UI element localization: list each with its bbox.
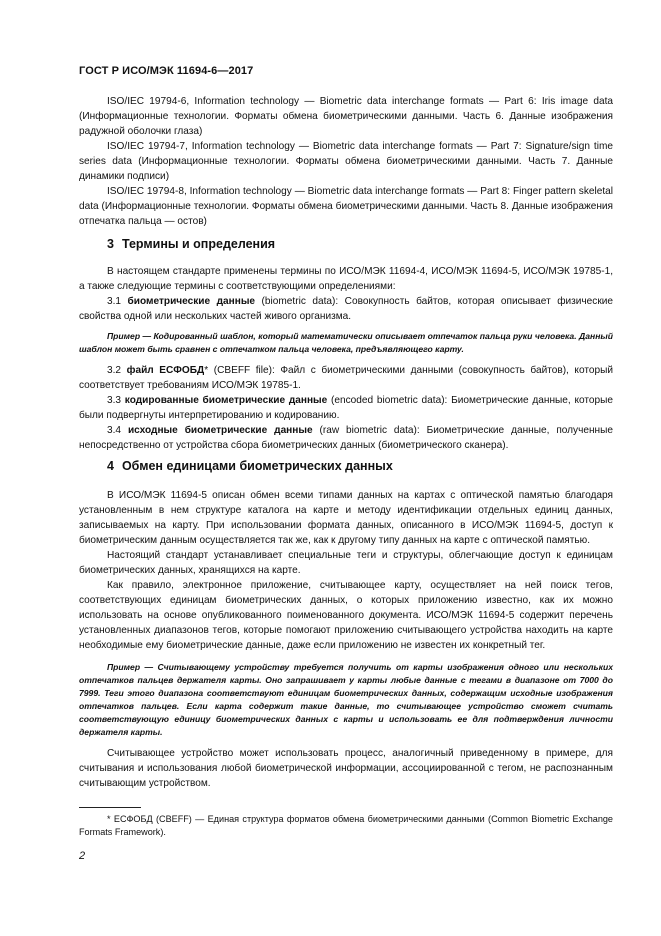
definition-text: (encoded biometric data): Биометрические данные, которые были подвергнуты интерпретированию и кодированию. — [79, 395, 613, 421]
definition-3-4 — [79, 423, 613, 453]
section-4-heading — [79, 458, 641, 474]
definition-text: (biometric data): Совокупность байтов, которая описывает физические свойства одной или нескольких частей живого организма. — [79, 296, 613, 322]
footnote-divider — [79, 807, 141, 808]
section-4-paragraph: Как правило, электронное приложение, считывающее карту, осуществляет на ней поиск тегов, соответствующих единицам биометрических данных, о которых приложению известно, как их можно использовать на основе опубликованного поименованного документа. ИСО/МЭК 11694-5 содержит перечень установленных диапазонов тегов, которые помогают приложению считывающего устройства находить на карте необходимые ему биометрические данные, даже если приложению не известен их конкретный тег. — [79, 580, 613, 651]
section-3-body — [79, 264, 613, 453]
document-header: ГОСТ Р ИСО/МЭК 11694-6—2017 — [79, 65, 254, 77]
definition-term: биометрические данные — [127, 296, 256, 307]
page-number: 2 — [79, 850, 86, 862]
definition-number: 3.4 — [107, 425, 122, 436]
definition-number: 3.2 — [107, 365, 122, 376]
definition-number: 3.3 — [107, 395, 122, 406]
section-4-paragraph: В ИСО/МЭК 11694-5 описан обмен всеми типами данных на картах с оптической памятью благодаря установленным в нем структуре каталога на карте и методу идентификации отдельных единиц данных, записываемых на карту. При использовании формата данных, описанного в ИСО/МЭК 11694-5, доступ к биометрическим данным осуществляется так же, как к другому типу данных на карте с оптической памятью. — [79, 490, 613, 546]
example-3-1: Пример — Кодированный шаблон, который математически описывает отпечаток пальца руки человека. Данный шаблон может быть сравнен с отпечатком пальца человека, предъявляющего карту. — [79, 331, 613, 354]
section-number: 3 — [107, 237, 114, 251]
example-4: Пример — Считывающему устройству требуется получить от карты изображения одного или нескольких отпечатков пальцев держателя карты. Оно запрашивает у карты любые данные с тегами в диапазоне от 7000 до 7999. Теги этого диапазона соответствуют единицам биометрических данных, содержащим исходные изображения отпечатков пальцев. Если карта содержит такие данные, то считывающее устройство сможет считать соответствующую единицу биометрических данных с карты и использовать ее для подтверждения личности держателя карты. — [79, 662, 613, 737]
section-3-intro: В настоящем стандарте применены термины по ИСО/МЭК 11694-4, ИСО/МЭК 11694-5, ИСО/МЭК 19785-1, а также следующие термины с соответствующими определениями: — [79, 266, 613, 292]
definition-number: 3.1 — [107, 296, 122, 307]
definition-3-1 — [79, 294, 613, 324]
section-4-body — [79, 488, 613, 791]
section-number: 4 — [107, 459, 114, 473]
definition-3-3 — [79, 393, 613, 423]
section-title: Термины и определения — [121, 237, 276, 251]
section-title: Обмен единицами биометрических данных — [121, 459, 393, 473]
definition-term: файл ЕСФОБД — [126, 365, 205, 376]
section-4-paragraph: Считывающее устройство может использовать процесс, аналогичный приведенному в примере, для считывания и использования любой биометрической информации, ассоциированной с тегом, не распознанным считывающим устройством. — [79, 748, 613, 789]
definition-term: исходные биометрические данные — [127, 425, 313, 436]
definition-term: кодированные биометрические данные — [124, 395, 328, 406]
section-4-paragraph: Настоящий стандарт устанавливает специальные теги и структуры, облегчающие доступ к единицам биометрических данных, хранящихся на карте. — [79, 550, 613, 576]
reference-item: ISO/IEC 19794-8, Information technology — Biometric data interchange formats — Part 8: Finger pattern skeletal data (Информационные технологии. Форматы обмена биометрическими данными. Часть 8. Данные изображения отпечатка пальца — остов) — [79, 186, 613, 227]
reference-list — [79, 94, 613, 229]
definition-text: (raw biometric data): Биометрические данные, полученные непосредственно от устройства сбора биометрических данных (биометрического сканера). — [79, 425, 613, 451]
section-3-heading — [79, 236, 641, 252]
footnote: * ЕСФОБД (CBEFF) — Единая структура форматов обмена биометрическими данными (Common Biometric Exchange Formats Framework). — [79, 814, 613, 837]
definition-3-2 — [79, 363, 613, 393]
definition-text: * (CBEFF file): Файл с биометрическими данными (совокупность байтов), который соответствует требованиям ИСО/МЭК 19785-1. — [79, 365, 613, 391]
reference-item: ISO/IEC 19794-6, Information technology — Biometric data interchange formats — Part 6: Iris image data (Информационные технологии. Форматы обмена биометрическими данными. Часть 6. Данные изображения радужной оболочки глаза) — [79, 96, 613, 137]
reference-item: ISO/IEC 19794-7, Information technology — Biometric data interchange formats — Part 7: Signature/sign time series data (Информационные технологии. Форматы обмена биометрическими данными. Часть 7. Данные динамики подписи) — [79, 141, 613, 182]
